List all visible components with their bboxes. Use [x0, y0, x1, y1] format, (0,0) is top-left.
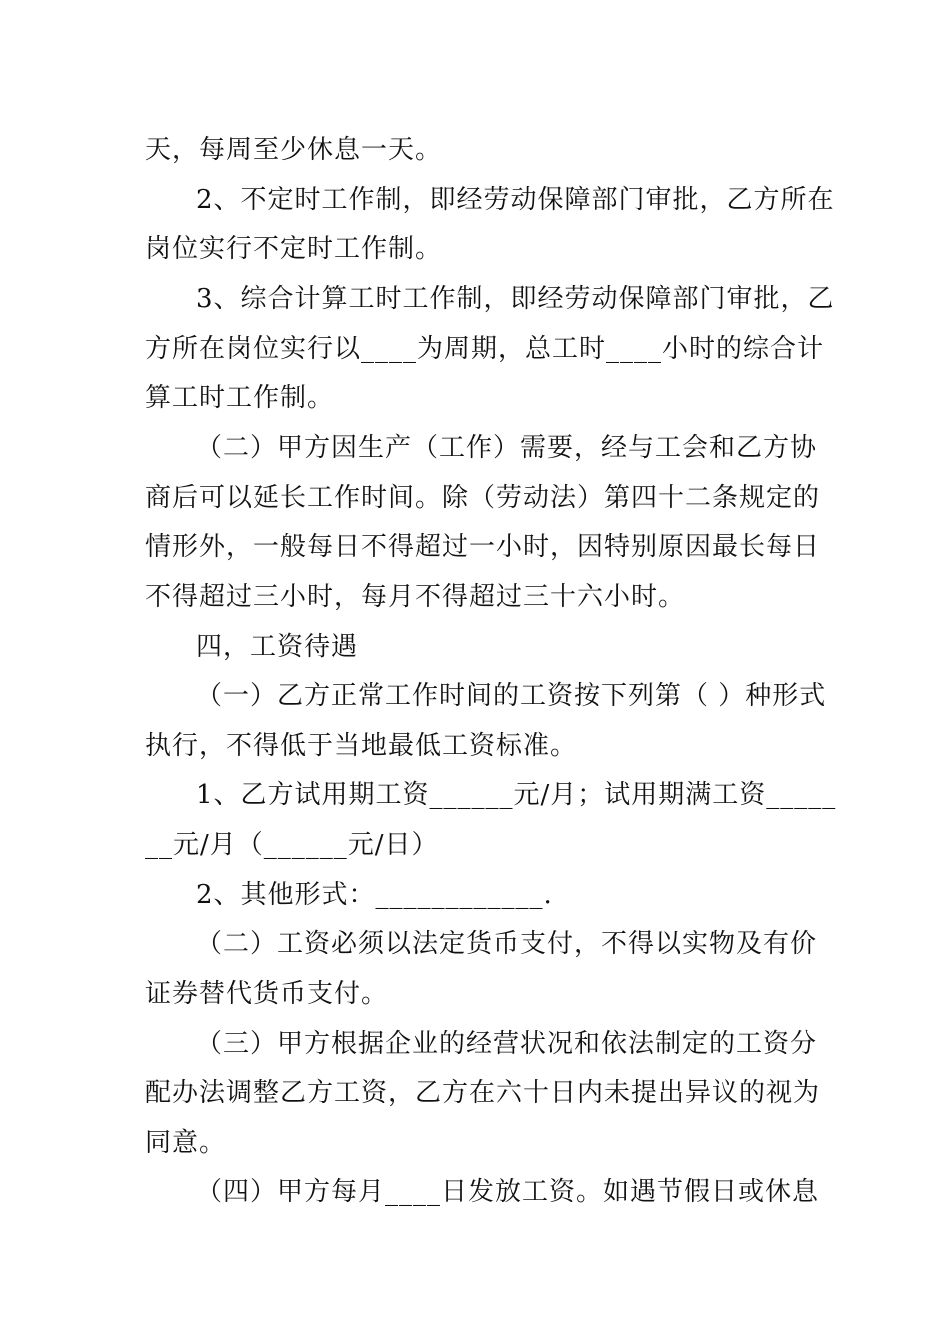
- text-line: __元/月（______元/日）: [145, 830, 439, 860]
- text-line: 岗位实行不定时工作制。: [145, 234, 443, 264]
- text-line: （二）工资必须以法定货币支付，不得以实物及有价: [196, 929, 818, 959]
- text-line: 方所在岗位实行以____为周期，总工时____小时的综合计: [145, 334, 825, 364]
- text-line: （四）甲方每月____日发放工资。如遇节假日或休息: [196, 1177, 820, 1207]
- text-line: 天，每周至少休息一天。: [145, 135, 443, 165]
- text-line: 3、综合计算工时工作制，即经劳动保障部门审批，乙: [196, 284, 835, 314]
- text-line: 情形外，一般每日不得超过一小时，因特别原因最长每日: [145, 532, 821, 562]
- text-line: 1、乙方试用期工资______元/月；试用期满工资_____: [196, 780, 837, 810]
- text-line: 同意。: [145, 1128, 227, 1158]
- text-line: 证券替代货币支付。: [145, 979, 389, 1009]
- text-line: 执行，不得低于当地最低工资标准。: [145, 731, 578, 761]
- text-line: （二）甲方因生产（工作）需要，经与工会和乙方协: [196, 433, 818, 463]
- text-line: 2、其他形式：____________.: [196, 880, 553, 910]
- text-line: 2、不定时工作制，即经劳动保障部门审批，乙方所在: [196, 185, 835, 215]
- text-line: 不得超过三小时，每月不得超过三十六小时。: [145, 582, 686, 612]
- text-line: 配办法调整乙方工资，乙方在六十日内未提出异议的视为: [145, 1078, 821, 1108]
- text-line: 商后可以延长工作时间。除（劳动法）第四十二条规定的: [145, 483, 821, 513]
- text-line: （一）乙方正常工作时间的工资按下列第（ ）种形式: [196, 681, 827, 711]
- text-line: 算工时工作制。: [145, 383, 335, 413]
- section-heading: 四，工资待遇: [196, 632, 359, 662]
- text-line: （三）甲方根据企业的经营状况和依法制定的工资分: [196, 1029, 818, 1059]
